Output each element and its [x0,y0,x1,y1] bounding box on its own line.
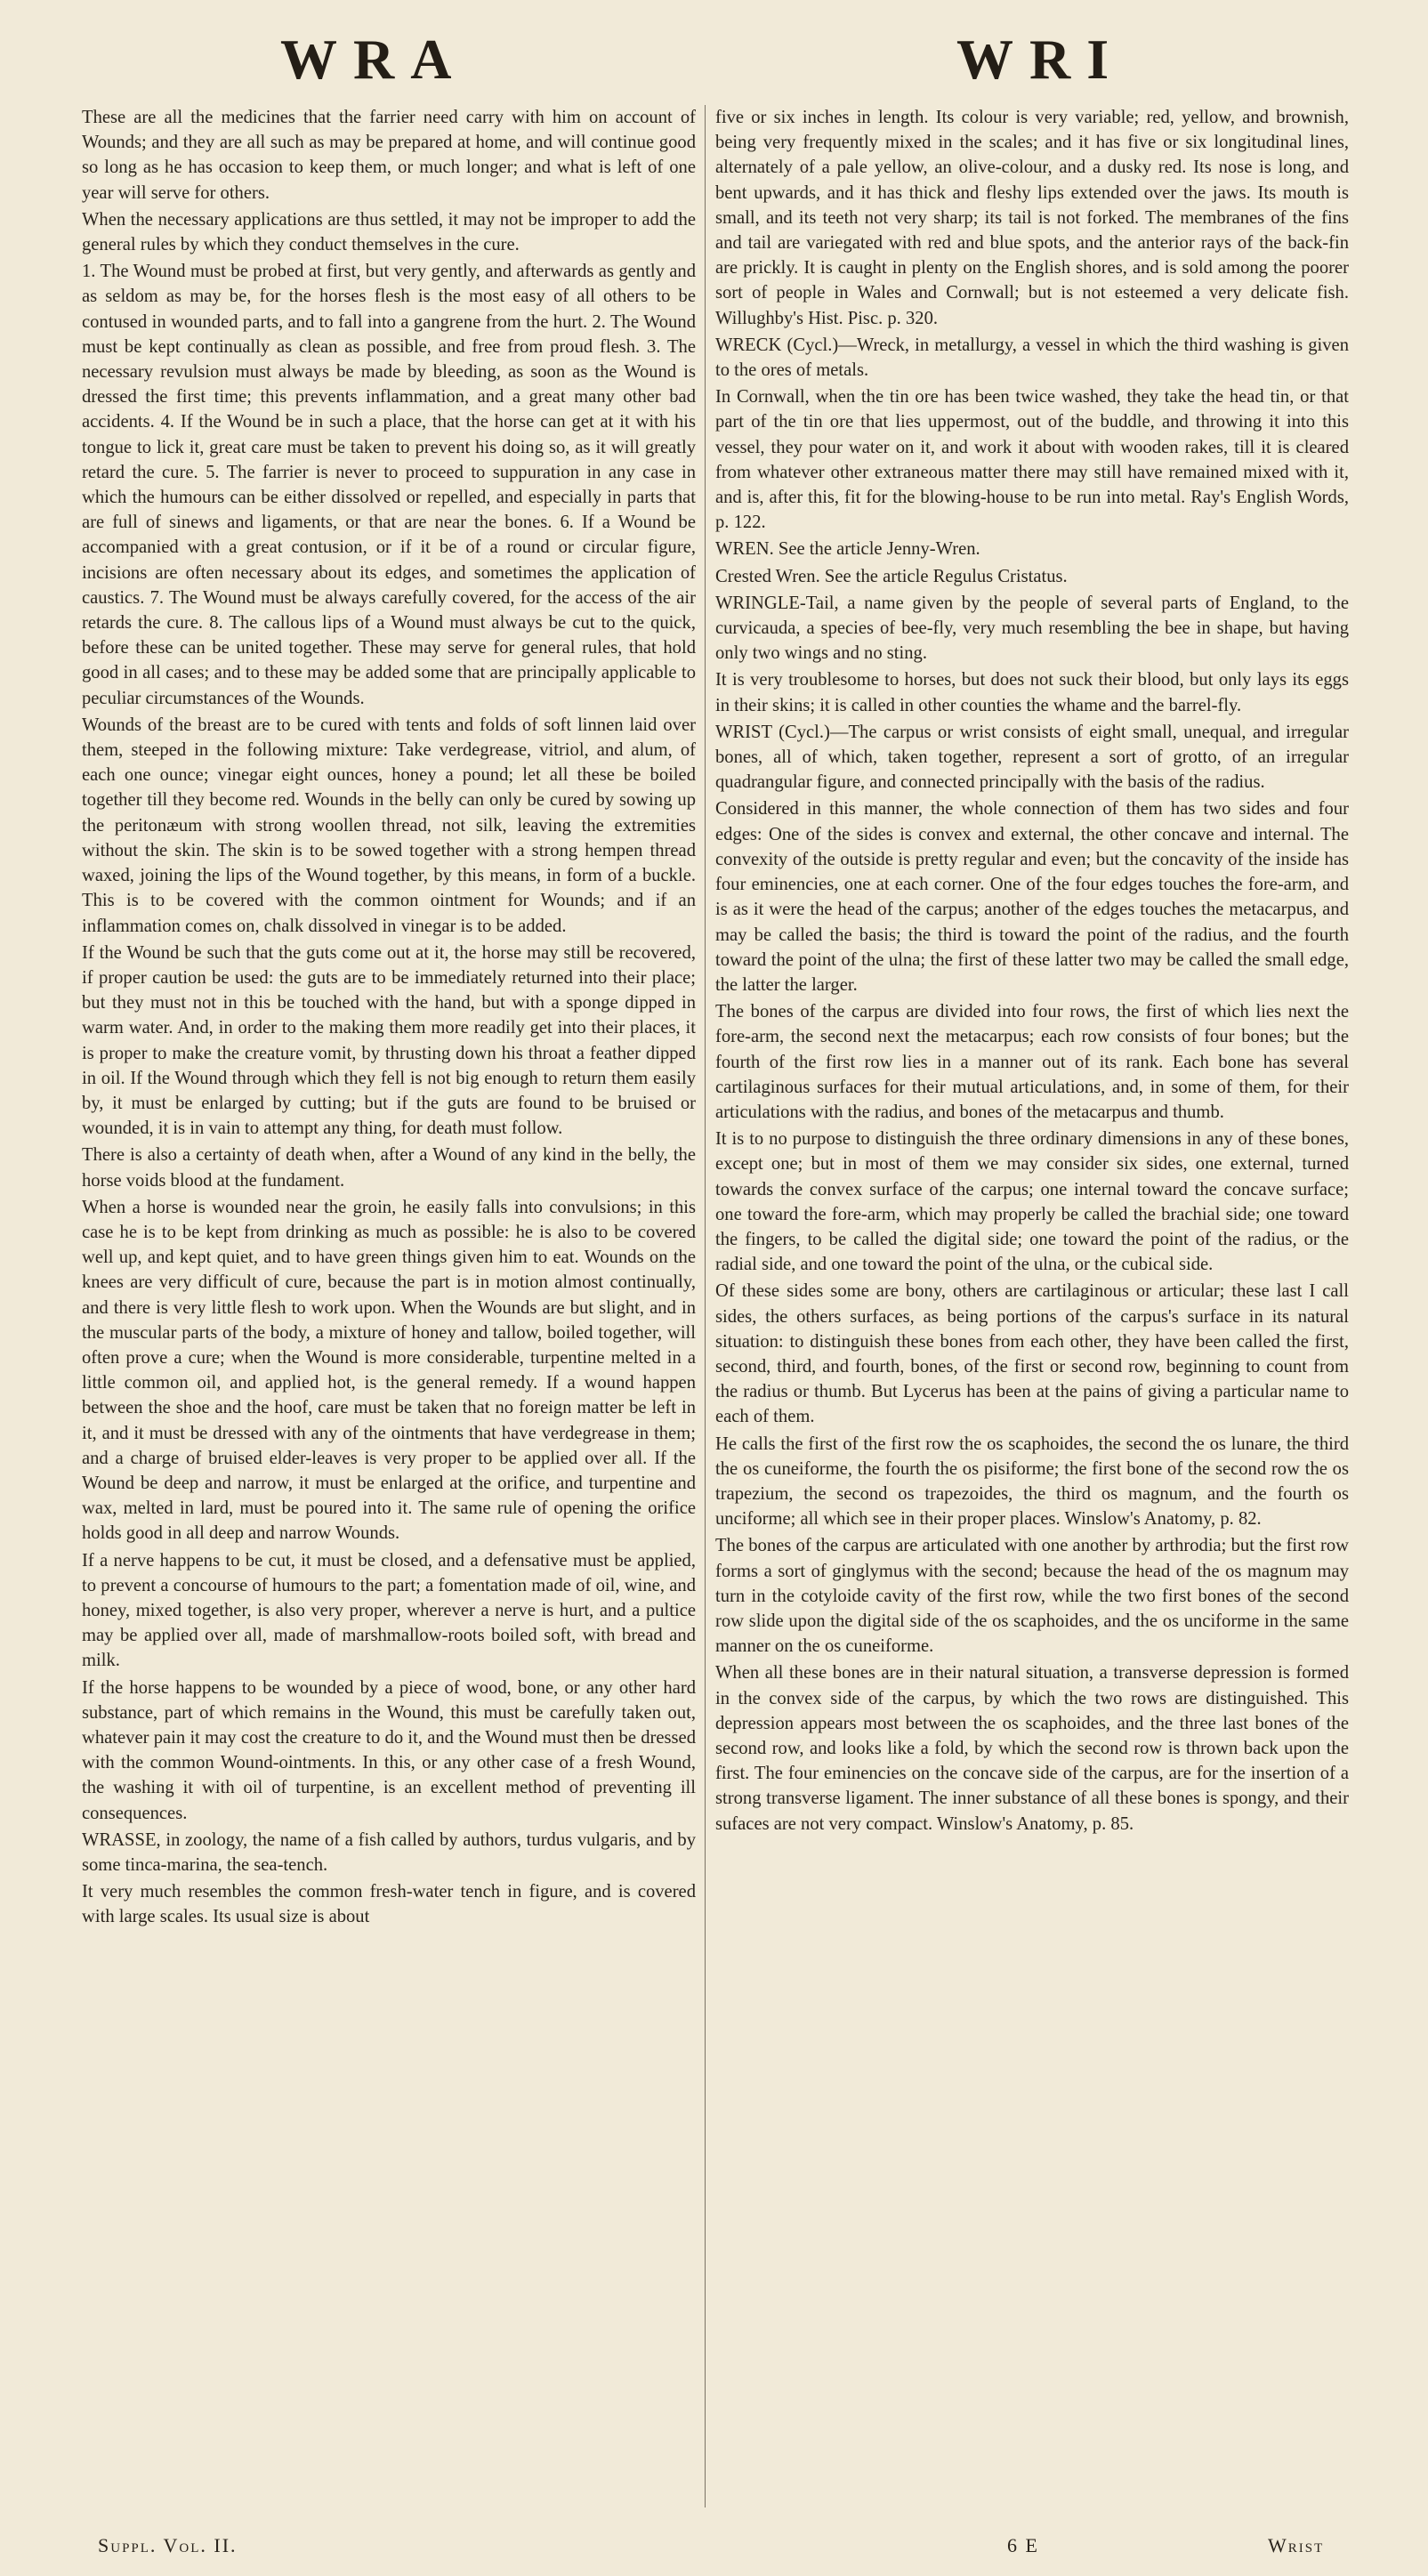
paragraph: It is to no purpose to distinguish the three ordinary dimensions in any of these bones, except one; but in most of them we may consider six sides, one external, turned towards the convex surface of the carpus; one internal toward the concave surface; one toward the fore-arm, which may properly be called the brachial side; one toward the fingers, to be called the digital side; one toward the point of the radius, or the radial side, and one toward the point of the ulna, or the cubical side. [715,1129,1349,1275]
entry-wrist: WRIST (Cycl.)—The carpus or wrist consists of eight small, unequal, and irregular bones, all of which, taken together, represent a sort of grotto, of an irregular quadrangular figure, and connected principally with the basis of the radius. [715,722,1349,793]
entry-wren: WREN. See the article Jenny-Wren. [715,539,980,560]
signature-volume: Suppl. Vol. II. [98,2534,238,2556]
paragraph: These are all the medicines that the farrier need carry with him on account of Wounds; and they are all such as may be prepared at home, and will continue good so long as he has occasion to keep them, or much longer; and what is left of one year will serve for others. [82,108,696,203]
entry-wrasse: WRASSE, in zoology, the name of a fish called by authors, turdus vulgaris, and by some tinca-marina, the sea-tench. [82,1829,696,1876]
paragraph: Of these sides some are bony, others are cartilaginous or articular; these last I call sides, the others surfaces, as being portions of the carpus's surface in its natural situation: to distinguish these bones from each other, they have been called the first, second, third, and fourth, bones, of the first or second row, beginning to count from the radius or thumb. But Lycerus has been at the pains of giving a particular name to each of them. [715,1281,1349,1427]
paragraph: Wounds of the breast are to be cured with tents and folds of soft linnen laid over them, steeped in the following mixture: Take verdegrease, vitriol, and alum, of each one ounce; vinegar eight ounces, honey a pound; let all these be boiled together till they become red. Wounds in the belly can only be cured by sowing up the peritonæum with strong woollen thread, not silk, leaving the extremities without the skin. The skin is to be sowed together with a strong hempen thread waxed, joining the lips of the Wound together, by this means, in form of a buckle. This is to be covered with the common ointment for Wounds; and if an inflammation comes on, chalk dissolved in vinegar is to be added. [82,715,696,936]
paragraph: If the horse happens to be wounded by a piece of wood, bone, or any other hard substance, part of which remains in the Wound, this must be carefully taken out, whatever pain it may cost the creature to do it, and the Wound must then be dressed with the common Wound-ointments. In this, or any other case of a fresh Wound, the washing it with oil of turpentine, is an excellent method of preventing ill consequences. [82,1677,696,1823]
paragraph: He calls the first of the first row the os scaphoides, the second the os lunare, the third the os cuneiforme, the fourth the os pisiforme; the first bone of the second row the os trapezium, the second os trapezoides, the third os magnum, and the fourth os unciforme; all which see in their proper places. Winslow's Anatomy, p. 82. [715,1433,1349,1530]
paragraph: When the necessary applications are thus settled, it may not be improper to add the general rules by which they conduct themselves in the cure. [82,209,696,255]
paragraph: If the Wound be such that the guts come out at it, the horse may still be recovered, if proper caution be used: the guts are to be immediately returned into their place; but they must not in this be touched with the hand, but with a sponge dipped in warm water. And, in order to the making them more readily get into their places, it is proper to make the creature vomit, by thrusting down his throat a feather dipped in oil. If the Wound through which they fell is not big enough to return them easily by, it must be enlarged by cutting; but if the guts are found to be bruised or wounded, it is in vain to attempt any thing, for death must follow. [82,942,696,1139]
column-divider [705,105,706,2507]
signature-mark: 6 E [1007,2534,1039,2556]
paragraph: 1. The Wound must be probed at first, but very gently, and afterwards as gently and as seldom as may be, for the horses flesh is the most easy of all others to be contused in wounded parts, and to fall into a gangrene from the hurt. 2. The Wound must be kept continually as clean as possible, and free from proud flesh. 3. The necessary revulsion must always be made by bleeding, as soon as the Wound is dressed the first time; this prevents inflammation, and a great many other bad accidents. 4. If the Wound be in such a place, that the horse can get at it with his tongue to lick it, great care must be taken to prevent his doing so, as it will greatly retard the cure. 5. The farrier is never to proceed to suppuration in any case in which the humours can be either dissolved or repelled, and especially in parts that are full of sinews and ligaments, or that are near the bones. 6. If a Wound be accompanied with a great contusion, or if it be of a round or circular figure, incisions are often necessary about its edges, and sometimes the application of caustics. 7. The Wound must be always carefully covered, for the access of the air retards the cure. 8. The callous lips of a Wound must always be cut to the quick, before these can be united together. These may serve for general rules, that hold good in all cases; and to these may be added some that are principally applicable to peculiar circumstances of the Wounds. [82,262,696,708]
paragraph: If a nerve happens to be cut, it must be closed, and a defensative must be applied, to prevent a concourse of humours to the part; a fomentation made of oil, wine, and honey, mixed together, is also very proper, wherever a nerve is hurt, and a pultice may be applied over all, made of marshmallow-roots boiled soft, with bread and milk. [82,1550,696,1671]
running-head-right: WRI [956,28,1125,91]
catchword: Wrist [1268,2534,1325,2556]
paragraph: When all these bones are in their natural situation, a transverse depression is formed in the convex side of the carpus, by which the two rows are distinguished. This depression appears most between the os scaphoides, and the three last bones of the second row, and looks like a fold, by which the second row is thrown back upon the first. The four eminencies on the concave side of the carpus, are for the insertion of a strong transverse ligament. The inner substance of all these bones is spongy, and their sufaces are not very compact. Winslow's Anatomy, p. 85. [715,1663,1349,1834]
paragraph: It very much resembles the common fresh-water tench in figure, and is covered with large scales. Its usual size is about [82,1882,696,1927]
paragraph: The bones of the carpus are divided into four rows, the first of which lies next the fore-arm, the second next the metacarpus; each row consists of four bones; but the fourth of the first row lies in a manner out of its rank. Each bone has several cartilaginous surfaces for their mutual articulations, and, in some of them, for their articulations with the radius, and bones of the metacarpus and thumb. [715,1002,1349,1122]
paragraph: five or six inches in length. Its colour is very variable; red, yellow, and brownish, being very frequently mixed in the scales; and it has five or six longitudinal lines, alternately of a pale yellow, an olive-colour, and a dusky red. Its nose is long, and bent upwards, and it has thick and fleshy lips extended over the jaws. Its mouth is small, and its teeth not very sharp; its tail is not forked. The membranes of the fins and tail are variegated with red and blue spots, and the anterior rays of the back-fin are prickly. It is caught in plenty on the English shores, and is sold among the poorer sort of people in Wales and Cornwall; but is not esteemed a very delicate fish. Willughby's Hist. Pisc. p. 320. [715,108,1349,328]
entry-crested-wren: Crested Wren. See the article Regulus Cristatus. [715,566,1068,586]
paragraph: There is also a certainty of death when, after a Wound of any kind in the belly, the horse voids blood at the fundament. [82,1145,696,1191]
paragraph: In Cornwall, when the tin ore has been twice washed, they take the head tin, or that part of the tin ore that lies uppermost, out of the buddle, and throwing it into this vessel, they pour water on it, and work it about with wooden rakes, till it is cleared from whatever other extraneous matter there may still have remained mixed with it, and is, after this, fit for the blowing-house to be run into metal. Ray's English Words, p. 122. [715,387,1349,533]
left-column [82,105,696,1930]
entry-wringle-tail: WRINGLE-Tail, a name given by the people of several parts of England, to the curvicauda, a species of bee-fly, very much resembling the bee in shape, but having only two wings and no sting. [715,593,1349,664]
running-head-left: WRA [280,28,468,91]
entry-wreck: WRECK (Cycl.)—Wreck, in metallurgy, a vessel in which the third washing is given to the ores of metals. [715,335,1349,381]
paragraph: It is very troublesome to horses, but does not suck their blood, but only lays its eggs in their skins; it is called in other counties the whame and the barrel-fly. [715,670,1349,715]
paragraph: Considered in this manner, the whole connection of them has two sides and four edges: One of the sides is convex and external, the other concave and internal. The convexity of the outside is pretty regular and even; but the concavity of the inside has four eminencies, one at each corner. One of the four edges touches the fore-arm, and is as it were the head of the carpus; another of the edges touches the metacarpus, and may be called the basis; the third is toward the point of the radius, and the fourth toward the point of the ulna; the first of these latter two may be called the small edge, the latter the larger. [715,799,1349,995]
paragraph: The bones of the carpus are articulated with one another by arthrodia; but the first row forms a sort of ginglymus with the second; because the head of the os magnum may turn in the cotyloide cavity of the first row, while the two first bones of the second row slide upon the digital side of the os scaphoides, and the os unciforme in the same manner on the os cuneiforme. [715,1536,1349,1657]
paragraph: When a horse is wounded near the groin, he easily falls into convulsions; in this case he is to be kept from drinking as much as possible: he is also to be covered well up, and kept quiet, and to have green things given him to eat. Wounds on the knees are very difficult of cure, because the part is in motion almost continually, and there is very little flesh to work upon. When the Wounds are but slight, and in the muscular parts of the body, a mixture of honey and tallow, boiled together, will often prove a cure; when the Wound is more considerable, turpentine melted in a little common oil, and applied hot, is the general remedy. If a wound happen between the shoe and the hoof, care must be taken that no foreign matter be left in it, and it must be dressed with any of the ointments that have verdegrease in them; and a charge of bruised elder-leaves is very proper to be applied over all. If the Wound be deep and narrow, it must be enlarged at the orifice, and turpentine and wax, melted in lard, must be poured into it. The same rule of opening the orifice holds good in all deep and narrow Wounds. [82,1197,696,1544]
right-column [715,105,1349,1837]
